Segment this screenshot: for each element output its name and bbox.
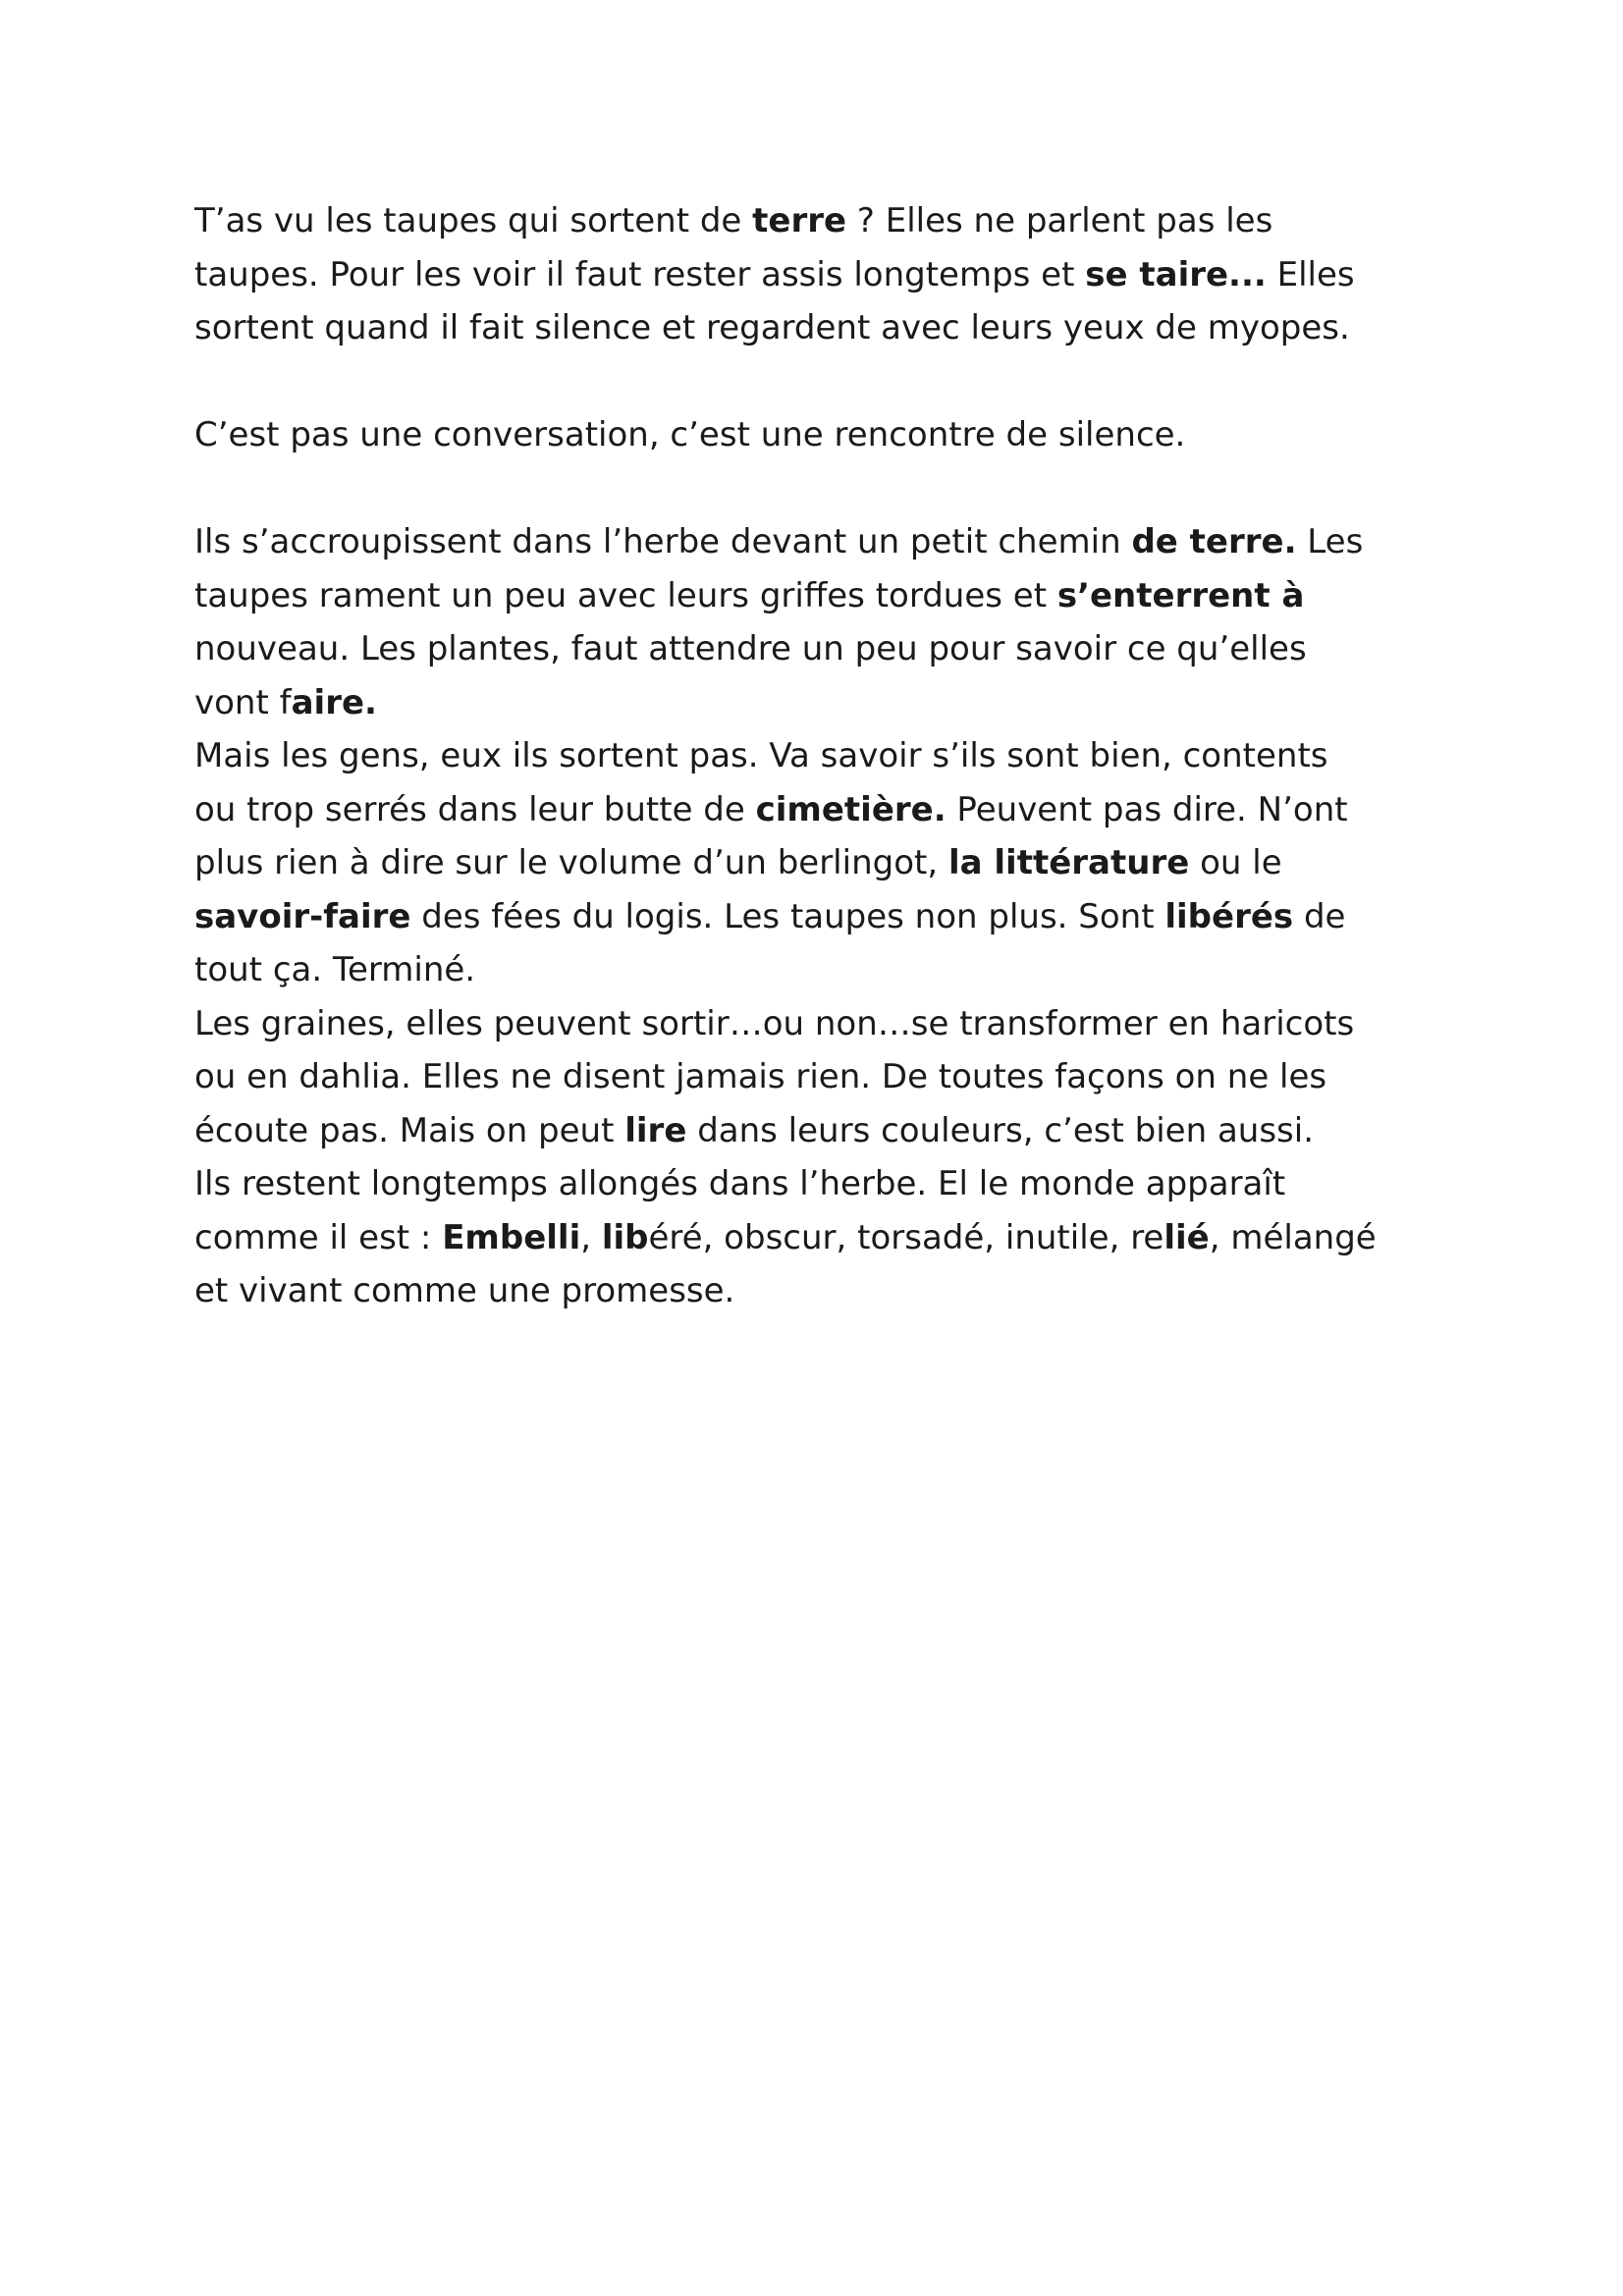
text-line	[194, 301, 1451, 355]
text-line	[194, 1211, 1451, 1265]
text-segment: ,	[580, 1217, 602, 1257]
paragraph	[194, 194, 1451, 355]
bold-text: se taire...	[1085, 254, 1267, 294]
bold-text: aire.	[291, 682, 377, 722]
paragraph	[194, 408, 1451, 462]
text-line	[194, 997, 1451, 1051]
text-line	[194, 890, 1451, 944]
bold-text: Embelli	[442, 1217, 581, 1257]
text-segment: Peuvent pas dire. N’ont	[946, 789, 1348, 829]
text-segment: dans leurs couleurs, c’est bien aussi.	[686, 1110, 1315, 1150]
text-line	[194, 515, 1451, 569]
text-segment: ? Elles ne parlent pas les	[846, 201, 1273, 240]
paragraph-gap	[194, 355, 1451, 409]
bold-text: la littérature	[947, 843, 1190, 882]
text-line	[194, 783, 1451, 837]
text-segment: Ils restent longtemps allongés dans l’herbe. El le monde apparaît	[194, 1164, 1286, 1203]
bold-text: lib	[601, 1217, 649, 1257]
text-line	[194, 408, 1451, 462]
text-segment: ou le	[1189, 843, 1282, 882]
paragraph	[194, 515, 1451, 1318]
text-segment: des fées du logis. Les taupes non plus. Sont	[410, 896, 1165, 936]
text-line	[194, 1157, 1451, 1211]
text-segment: Les graines, elles peuvent sortir…ou non…se transformer en haricots	[194, 1003, 1355, 1043]
text-segment: tout ça. Terminé.	[194, 950, 476, 989]
text-segment: , mélangé	[1209, 1217, 1377, 1257]
text-segment: écoute pas. Mais on peut	[194, 1110, 625, 1150]
text-line	[194, 248, 1451, 302]
text-segment: Elles	[1266, 254, 1355, 294]
bold-text: lire	[624, 1110, 687, 1150]
text-segment: vont f	[194, 682, 292, 722]
text-segment: éré, obscur, torsadé, inutile, re	[648, 1217, 1164, 1257]
bold-text: de terre.	[1131, 522, 1297, 561]
bold-text: terre	[752, 201, 847, 240]
bold-text: s’enterrent à	[1056, 575, 1305, 615]
document-body	[194, 194, 1451, 1318]
text-segment: comme il est :	[194, 1217, 443, 1257]
text-segment: Ils s’accroupissent dans l’herbe devant un petit chemin	[194, 522, 1132, 561]
text-line	[194, 622, 1451, 676]
text-line	[194, 1264, 1451, 1318]
bold-text: cimetière.	[755, 789, 947, 829]
text-line	[194, 194, 1451, 248]
text-segment: ou en dahlia. Elles ne disent jamais rien. De toutes façons on ne les	[194, 1057, 1327, 1096]
text-segment: de	[1293, 896, 1346, 936]
text-line	[194, 1104, 1451, 1158]
text-line	[194, 836, 1451, 890]
text-segment: taupes. Pour les voir il faut rester assis longtemps et	[194, 254, 1086, 294]
paragraph-gap	[194, 462, 1451, 516]
text-segment: ou trop serrés dans leur butte de	[194, 789, 756, 829]
text-segment: taupes rament un peu avec leurs griffes tordues et	[194, 575, 1057, 615]
bold-text: savoir-faire	[194, 896, 411, 936]
text-segment: nouveau. Les plantes, faut attendre un peu pour savoir ce qu’elles	[194, 629, 1307, 668]
text-segment: T’as vu les taupes qui sortent de	[194, 201, 753, 240]
text-line	[194, 569, 1451, 623]
bold-text: libérés	[1164, 896, 1294, 936]
text-line	[194, 729, 1451, 783]
text-segment: Les	[1296, 522, 1364, 561]
text-segment: plus rien à dire sur le volume d’un berlingot,	[194, 843, 948, 882]
text-line	[194, 943, 1451, 997]
bold-text: lié	[1163, 1217, 1210, 1257]
text-line	[194, 676, 1451, 730]
text-segment: et vivant comme une promesse.	[194, 1271, 735, 1310]
text-segment: sortent quand il fait silence et regardent avec leurs yeux de myopes.	[194, 308, 1350, 347]
text-segment: Mais les gens, eux ils sortent pas. Va savoir s’ils sont bien, contents	[194, 736, 1328, 775]
text-segment: C’est pas une conversation, c’est une rencontre de silence.	[194, 415, 1186, 454]
text-line	[194, 1050, 1451, 1104]
